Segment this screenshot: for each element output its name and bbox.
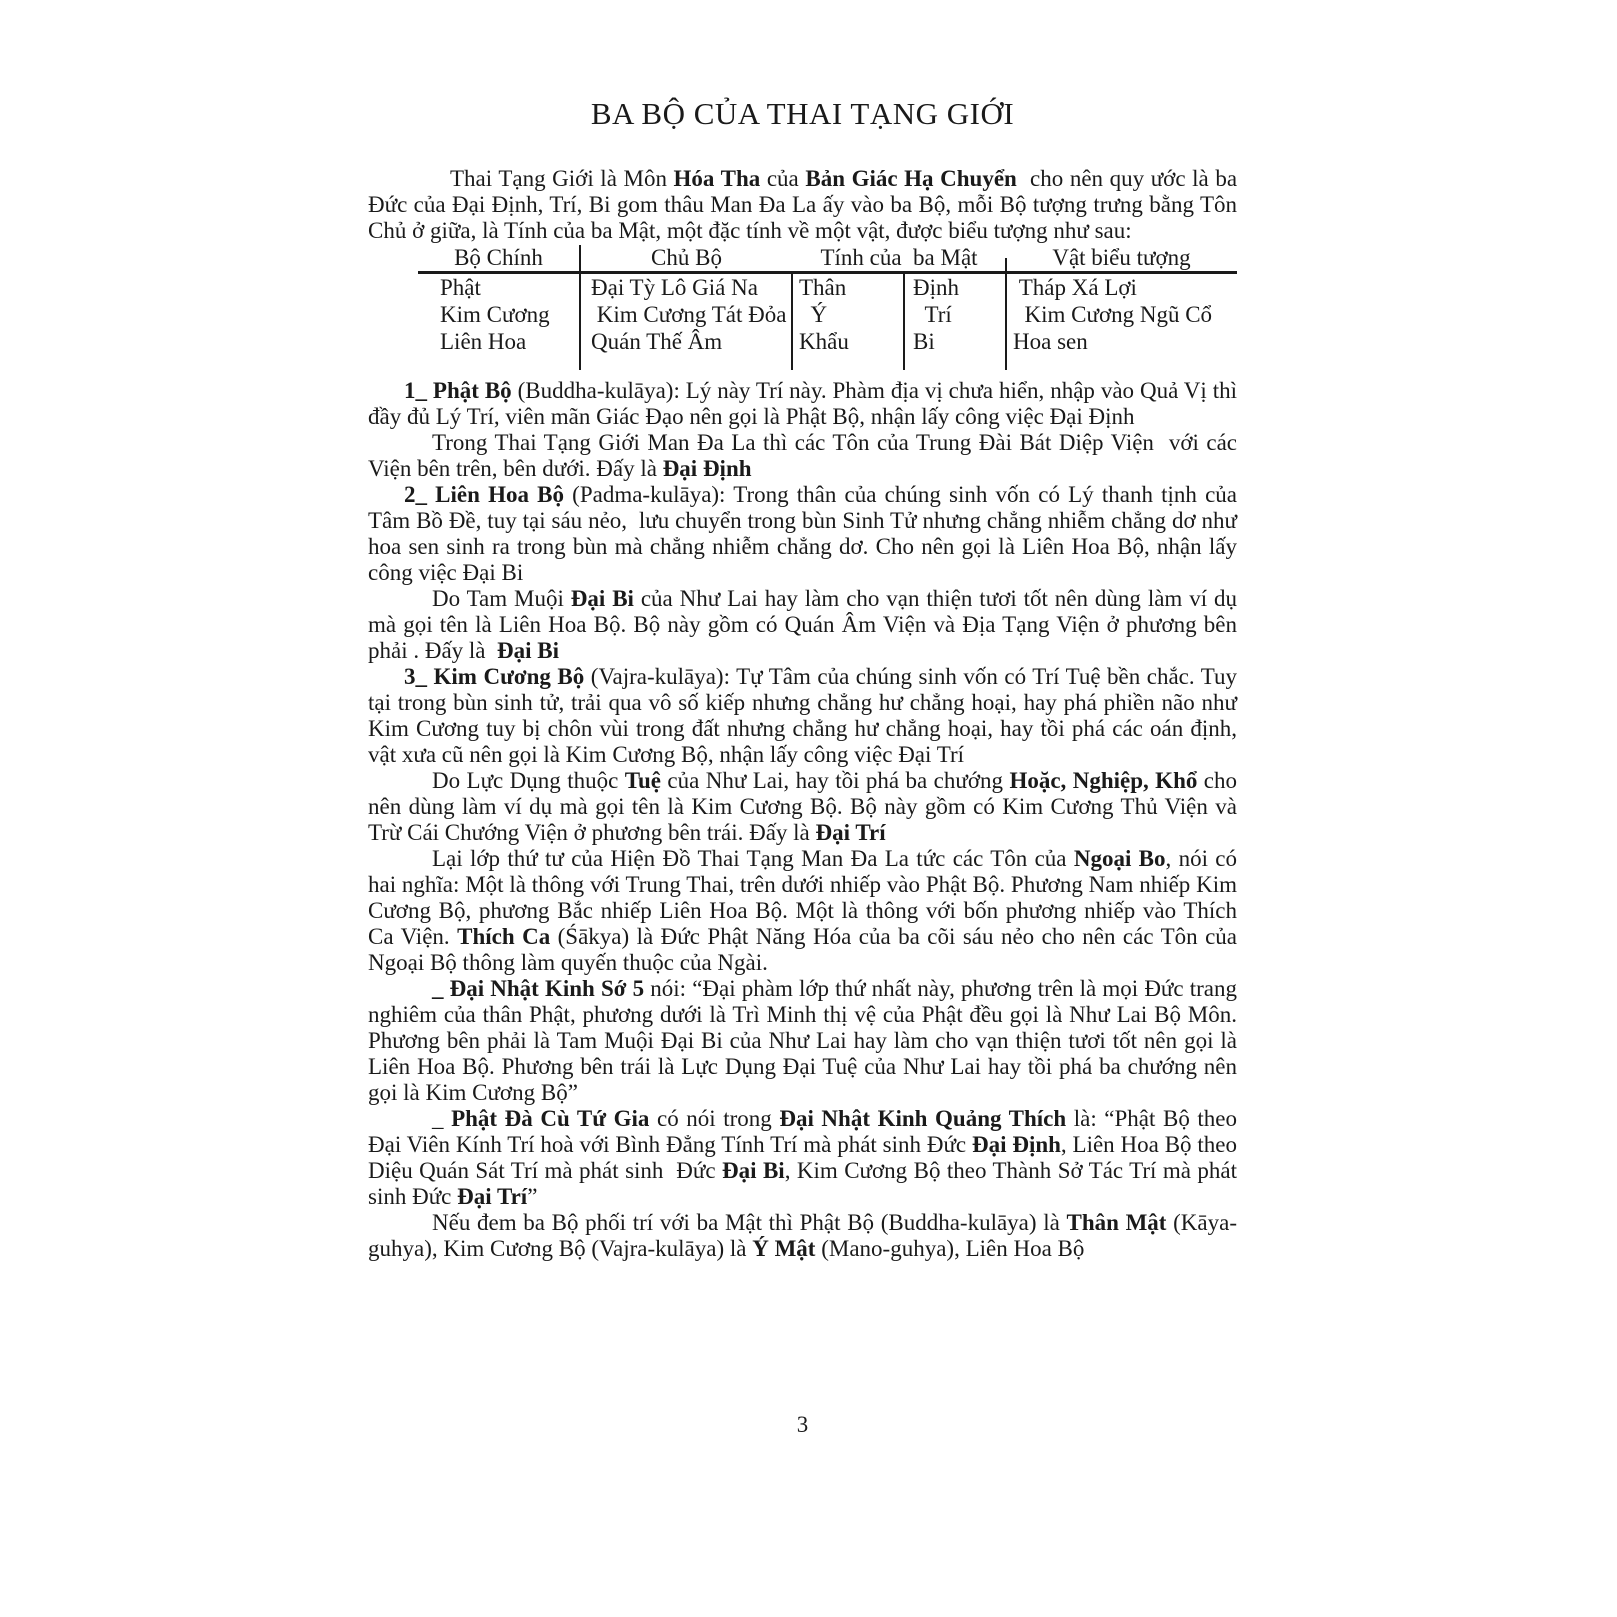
bold-text-run: Ý Mật bbox=[752, 1236, 816, 1261]
text-run: (Kāya-guhya), Kim Cương Bộ (Vajra-kulāya) là bbox=[368, 1210, 1237, 1261]
text-run: Trong Thai Tạng Giới Man Đa La thì các Tôn của Trung Đài Bát Diệp Viện với các Viện bên trên, bên dưới. Đấy là bbox=[368, 430, 1243, 481]
bold-text-run: Ngoại Bo bbox=[1073, 846, 1166, 871]
table-cell: Kim Cương Tát Đỏa bbox=[580, 301, 792, 328]
bold-text-run: 1_ Phật Bộ bbox=[404, 378, 512, 403]
paragraph bbox=[368, 482, 1243, 586]
table-row bbox=[418, 273, 1237, 302]
table-row bbox=[418, 301, 1237, 328]
text-run: của Như Lai, hay tồi phá ba chướng bbox=[660, 768, 1010, 793]
bold-text-run: Đại Trí bbox=[815, 820, 886, 845]
column-header: Chủ Bộ bbox=[580, 245, 792, 273]
table-cell: Trí bbox=[904, 301, 1006, 328]
table-cell: Hoa sen bbox=[1013, 329, 1088, 354]
text-run: Lại lớp thứ tư của Hiện Đồ Thai Tạng Man Đa La tức các Tôn của bbox=[432, 846, 1074, 871]
bold-text-run: Bản Giác Hạ Chuyển bbox=[805, 166, 1017, 191]
text-run: (Śākya) là Đức Phật Năng Hóa của ba cõi sáu nẻo cho nên các Tôn của Ngoại Bộ thông làm quyến thuộc của Ngài. bbox=[368, 924, 1243, 975]
bold-text-run: Đại Trí bbox=[457, 1184, 528, 1209]
table-cell: Quán Thế Âm bbox=[580, 328, 792, 355]
text-run: cho nên quy ước là ba Đức của Đại Định, Trí, Bi gom thâu Man Đa La ấy vào ba Bộ, mỗi Bộ tượng trưng bằng Tôn Chủ ở giữa, là Tính của ba Mật, một đặc tính về một vật, được biểu tượng như sau: bbox=[368, 166, 1243, 243]
table-cell: Kim Cương Ngũ Cổ bbox=[1013, 302, 1213, 327]
table-cell: Kim Cương bbox=[418, 301, 580, 328]
page-title: BA BỘ CỦA THAI TẠNG GIỚI bbox=[590, 96, 1015, 131]
column-header: Bộ Chính bbox=[418, 245, 580, 273]
bold-text-run: _ Đại Nhật Kinh Sớ 5 bbox=[432, 976, 645, 1001]
paragraph bbox=[368, 768, 1243, 846]
table-cell-empty bbox=[904, 355, 1006, 370]
column-header: Tính của ba Mật bbox=[792, 245, 1006, 273]
text-run: (Buddha-kulāya): Lý này Trí này. Phàm địa vị chưa hiển, nhập vào Quả Vị thì đầy đủ Lý Trí, viên mãn Giác Đạo nên gọi là Phật Bộ, nhận lấy công việc Đại Định bbox=[368, 378, 1243, 429]
bold-text-run: Đại Bi bbox=[570, 586, 634, 611]
bold-text-run: 3_ Kim Cương Bộ bbox=[404, 664, 585, 689]
text-run: Nếu đem ba Bộ phối trí với ba Mật thì Phật Bộ (Buddha-kulāya) là bbox=[432, 1210, 1067, 1235]
bold-text-run: Phật Đà Cù Tứ Gia bbox=[451, 1106, 650, 1131]
bold-text-run: Tuệ bbox=[624, 768, 661, 793]
text-run: Thai Tạng Giới là Môn bbox=[450, 166, 674, 191]
table-cell: Ý bbox=[792, 301, 904, 328]
table-border-extension-row bbox=[418, 355, 1237, 370]
text-run: có nói trong bbox=[649, 1106, 780, 1131]
document-content bbox=[368, 96, 1243, 1262]
page-number: 3 bbox=[796, 1412, 809, 1437]
paragraph bbox=[368, 664, 1243, 768]
table-cell-empty bbox=[580, 355, 792, 370]
bold-text-run: Hoặc, Nghiệp, Khổ bbox=[1009, 768, 1198, 793]
text-run: (Padma-kulāya): Trong thân của chúng sinh vốn có Lý thanh tịnh của Tâm Bồ Đề, tuy tại sáu nẻo, lưu chuyển trong bùn Sinh Tử nhưng chẳng nhiễm chẳng dơ như hoa sen sinh ra trong bùn mà chẳng nhiễm chẳng dơ. Cho nên gọi là Liên Hoa Bộ, nhận lấy công việc Đại Bi bbox=[368, 482, 1243, 585]
summary-table bbox=[418, 245, 1237, 370]
text-run: của bbox=[760, 166, 806, 191]
text-run: , Kim Cương Bộ theo Thành Sở Tác Trí mà phát sinh Đức bbox=[368, 1158, 1243, 1209]
column-header: Vật biểu tượng bbox=[1006, 245, 1237, 273]
paragraph bbox=[368, 976, 1243, 1106]
document-body bbox=[368, 166, 1243, 1262]
paragraph bbox=[368, 1106, 1243, 1210]
table-cell: Liên Hoa bbox=[418, 328, 580, 355]
paragraph bbox=[368, 378, 1243, 430]
paragraph bbox=[368, 166, 1243, 244]
text-run: Do Lực Dụng thuộc bbox=[432, 768, 625, 793]
paragraph bbox=[368, 1210, 1237, 1262]
text-run: , Liên Hoa Bộ theo Diệu Quán Sát Trí mà phát sinh Đức bbox=[368, 1132, 1243, 1183]
paragraph bbox=[368, 430, 1243, 482]
header-divider-tick bbox=[1005, 258, 1007, 271]
table-cell: Bi bbox=[904, 328, 1006, 355]
text-run: , nói có hai nghĩa: Một là thông với Trung Thai, trên dưới nhiếp vào Phật Bộ. Phương Nam nhiếp Kim Cương Bộ, phương Bắc nhiếp Liên Hoa Bộ. Một là thông với bốn phương nhiếp vào Thích Ca Viện. bbox=[368, 846, 1243, 949]
bold-text-run: Đại Định bbox=[662, 456, 752, 481]
bold-text-run: Hóa Tha bbox=[673, 166, 761, 191]
text-run: nói: “Đại phàm lớp thứ nhất này, phương trên là mọi Đức trang nghiêm của thân Phật, phương dưới là Trì Minh thị vệ của Phật đều gọi là Như Lai Bộ Môn. Phương bên phải là Tam Muội Đại Bi của Như Lai hay làm cho vạn thiện tươi tốt nên gọi là Liên Hoa Bộ. Phương bên trái là Lực Dụng Đại Tuệ của Như Lai hay tồi phá ba chướng nên gọi là Kim Cương Bộ” bbox=[368, 976, 1243, 1105]
paragraph bbox=[368, 586, 1243, 664]
text-run: ” bbox=[527, 1184, 538, 1209]
table-row bbox=[418, 328, 1237, 355]
text-run: Do Tam Muội bbox=[432, 586, 571, 611]
paragraph bbox=[368, 846, 1243, 976]
text-run: (Vajra-kulāya): Tự Tâm của chúng sinh vốn có Trí Tuệ bền chắc. Tuy tại trong bùn sinh tử, trải qua vô số kiếp nhưng chẳng hư chẳng hoại, hay phá phiền não như Kim Cương tuy bị chôn vùi trong đất nhưng chẳng hư chẳng hoại, hay tồi phá các oán định, vật xưa cũ nên gọi là Kim Cương Bộ, nhận lấy công việc Đại Trí bbox=[368, 664, 1243, 767]
text-run: là: “Phật Bộ theo Đại Viên Kính Trí hoà với Bình Đẳng Tính Trí mà phát sinh Đức bbox=[368, 1106, 1243, 1157]
table-cell-empty bbox=[1006, 355, 1237, 370]
bold-text-run: Thân Mật bbox=[1066, 1210, 1167, 1235]
bold-text-run: Đại Bi bbox=[722, 1158, 785, 1183]
bold-text-run: 2_ Liên Hoa Bộ bbox=[404, 482, 564, 507]
table-cell: Thân bbox=[792, 273, 904, 302]
table-header-row bbox=[418, 245, 1237, 273]
table-cell: Tháp Xá Lợi bbox=[1013, 275, 1137, 300]
table-cell-empty bbox=[418, 355, 580, 370]
text-run: _ bbox=[432, 1106, 452, 1131]
table-cell-empty bbox=[792, 355, 904, 370]
bold-text-run: Đại Nhật Kinh Quảng Thích bbox=[779, 1106, 1067, 1131]
bold-text-run: Thích Ca bbox=[457, 924, 551, 949]
table-cell: Định bbox=[904, 273, 1006, 302]
table-cell: Đại Tỳ Lô Giá Na bbox=[580, 273, 792, 302]
text-run: (Mano-guhya), Liên Hoa Bộ bbox=[815, 1236, 1085, 1261]
table-cell: Phật bbox=[418, 273, 580, 302]
bold-text-run: Đại Bi bbox=[497, 638, 559, 663]
table-cell: Khẩu bbox=[792, 328, 904, 355]
text-run: của Như Lai hay làm cho vạn thiện tươi tốt nên dùng làm ví dụ mà gọi tên là Liên Hoa Bộ. Bộ này gồm có Quán Âm Viện và Địa Tạng Viện ở phương bên phải . Đấy là bbox=[368, 586, 1243, 663]
bold-text-run: Đại Định bbox=[971, 1132, 1061, 1157]
text-run: cho nên dùng làm ví dụ mà gọi tên là Kim Cương Bộ. Bộ này gồm có Kim Cương Thủ Viện và Trừ Cái Chướng Viện ở phương bên trái. Đấy là bbox=[368, 768, 1243, 845]
